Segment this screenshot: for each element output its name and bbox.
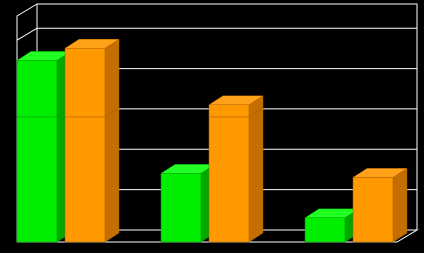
bar	[305, 218, 345, 242]
bar-side	[393, 168, 407, 242]
bar-side	[105, 108, 119, 242]
bar	[17, 117, 57, 242]
bar	[65, 48, 105, 117]
bar	[17, 60, 57, 116]
bar-side	[105, 39, 119, 117]
bar	[209, 105, 249, 117]
bar	[161, 173, 201, 242]
bar	[353, 177, 393, 242]
bar	[209, 117, 249, 242]
bar-side	[249, 108, 263, 242]
bar	[65, 117, 105, 242]
